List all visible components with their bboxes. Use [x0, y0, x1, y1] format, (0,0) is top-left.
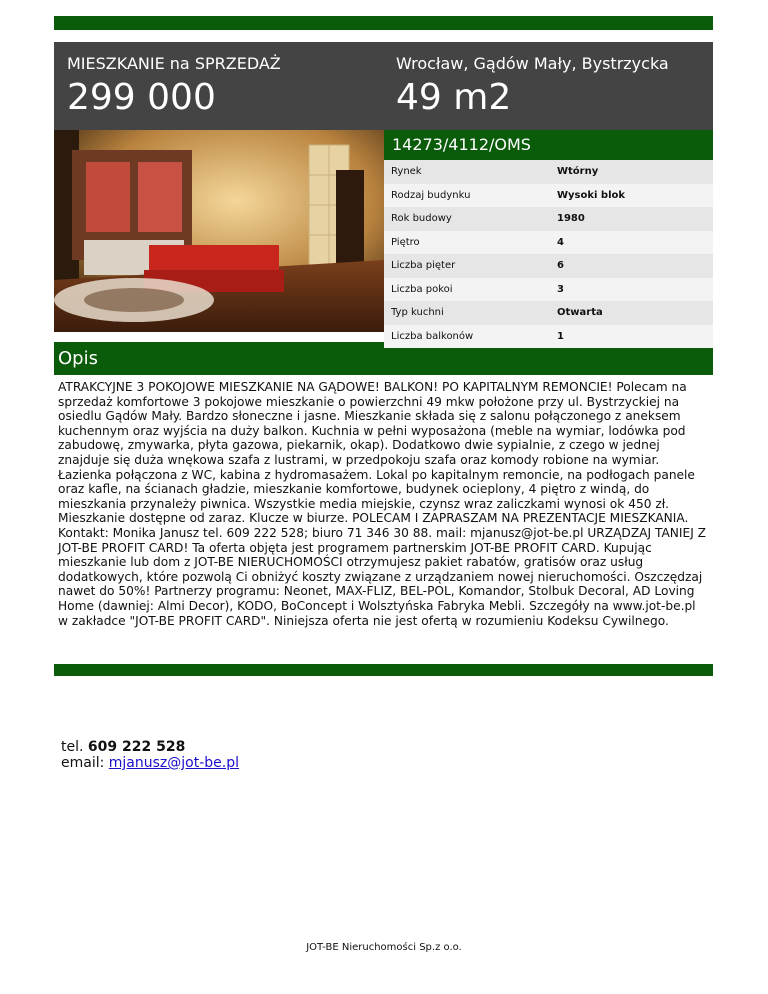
- detail-value: Otwarta: [557, 307, 603, 318]
- details-panel: [384, 130, 713, 348]
- location: Wrocław, Gądów Mały, Bystrzycka: [396, 54, 669, 73]
- living-room-photo: [54, 130, 384, 332]
- detail-value: 4: [557, 236, 564, 248]
- detail-value: 1: [557, 330, 564, 342]
- detail-label: Typ kuchni: [391, 307, 444, 318]
- email-label: email:: [61, 755, 105, 771]
- detail-row: [384, 301, 713, 325]
- detail-label: Rynek: [391, 166, 422, 177]
- offer-code: 14273/4112/OMS: [384, 130, 713, 160]
- detail-value: 1980: [557, 213, 585, 224]
- detail-label: Liczba balkonów: [391, 330, 474, 342]
- area: 49 m2: [396, 77, 512, 118]
- price: 299 000: [67, 77, 216, 118]
- detail-label: Piętro: [391, 236, 420, 248]
- detail-value: Wysoki blok: [557, 189, 626, 201]
- description-heading: Opis: [54, 342, 713, 375]
- email-line: [61, 755, 239, 771]
- property-photo: [54, 130, 384, 332]
- description-text: ATRAKCYJNE 3 POKOJOWE MIESZKANIE NA GĄDOWE! BALKON! PO KAPITALNYM REMONCIE! Polecam na sprzedaż komfortowe 3 pokojowe mieszkanie o powierzchni 49 mkw położone przy ul. Bystrzyckiej na osiedlu Gądów Mały. Bardzo słoneczne i jasne. Mieszkanie składa się z salonu połączonego z aneksem kuchennym oraz wyjścia na duży balkon. Kuchnia w pełni wyposażona (meble na wymiar, lodówka pod zabudowę, zmywarka, płyta gazowa, piekarnik, okap). Dodatkowo dwie sypialnie, z czego w jednej znajduje się duża wnękowa szafa z lustrami, w przedpokoju szafa oraz komody robione na wymiar. Łazienka połączona z WC, kabina z hydromasażem. Lokal po kapitalnym remoncie, na podłogach panele oraz kafle, na ścianach gładzie, mieszkanie komfortowe, budynek ocieplony, 4 piętro z windą, do mieszkania przynależy piwnica. Wszystkie media miejskie, czynsz wraz zaliczkami wynosi ok 450 zł. Mieszkanie dostępne od zaraz. Klucze w biurze. POLECAM I ZAPRASZAM NA PREZENTACJE MIESZKANIA. Kontakt: Monika Janusz tel. 609 222 528; biuro 71 346 30 88. mail: mjanusz@jot-be.pl URZĄDZAJ TANIEJ Z JOT-BE PROFIT CARD! Ta oferta objęta jest programem partnerskim JOT-BE PROFIT CARD. Kupując mieszkanie lub dom z JOT-BE NIERUCHOMOŚCI otrzymujesz pakiet rabatów, gratisów oraz usług dodatkowych, które pozwolą Ci obniżyć koszty związane z urządzaniem nowej nieruchomości. Oszczędzaj nawet do 50%! Partnerzy programu: Neonet, MAX-FLIZ, BEL-POL, Komandor, Stolbuk Decoral, AD Loving Home (dawniej: Almi Decor), KODO, BoConcept i Wolsztyńska Fabryka Mebli. Szczegóły na www.jot-be.pl w zakładce "JOT-BE PROFIT CARD". Niniejsza oferta nie jest ofertą w rozumieniu Kodeksu Cywilnego.: [58, 380, 707, 628]
- detail-row: [384, 325, 713, 349]
- property-type: MIESZKANIE na SPRZEDAŻ: [67, 54, 281, 73]
- email-link[interactable]: mjanusz@jot-be.pl: [108, 755, 239, 771]
- footer-company: JOT-BE Nieruchomości Sp.z o.o.: [306, 942, 462, 953]
- detail-label: Rok budowy: [391, 213, 452, 224]
- detail-row: [384, 254, 713, 278]
- detail-value: 6: [557, 260, 564, 271]
- details-table: [384, 160, 713, 348]
- detail-label: Liczba pięter: [391, 260, 456, 271]
- top-bar: [54, 16, 713, 30]
- detail-row: [384, 278, 713, 302]
- detail-value: Wtórny: [557, 166, 599, 177]
- detail-value: 3: [557, 283, 564, 295]
- detail-row: [384, 231, 713, 255]
- detail-row: [384, 160, 713, 184]
- listing-header: [54, 42, 713, 130]
- contact-block: [61, 739, 239, 771]
- listing-page: [54, 16, 713, 676]
- bottom-bar: [54, 664, 713, 676]
- phone-line: [61, 739, 239, 755]
- detail-label: Liczba pokoi: [391, 283, 453, 295]
- detail-label: Rodzaj budynku: [391, 189, 471, 201]
- phone-label: tel.: [61, 739, 84, 755]
- detail-row: [384, 184, 713, 208]
- detail-row: [384, 207, 713, 231]
- phone-number: 609 222 528: [87, 739, 186, 755]
